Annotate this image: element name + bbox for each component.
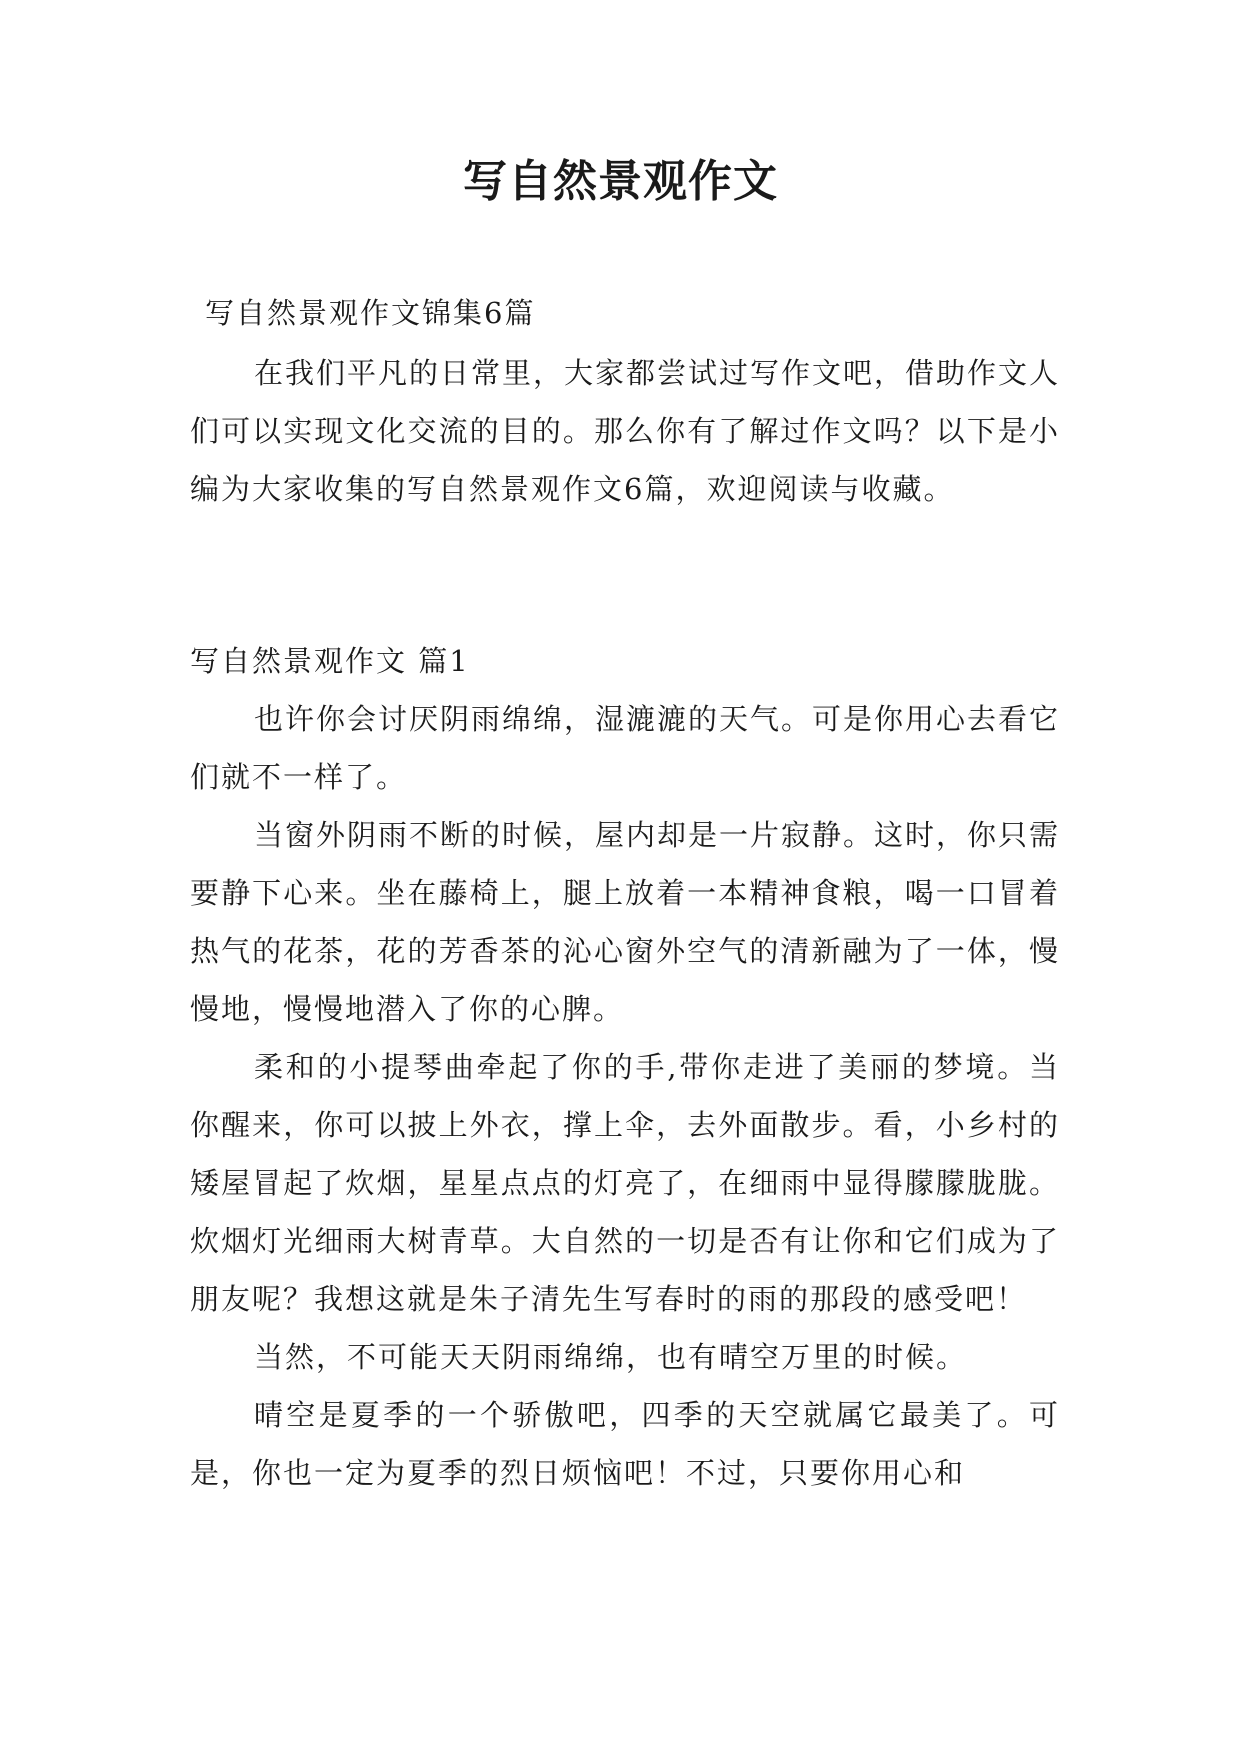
paragraph: 也许你会讨厌阴雨绵绵，湿漉漉的天气。可是你用心去看它们就不一样了。 — [190, 702, 1061, 794]
intro-paragraph: 在我们平凡的日常里，大家都尝试过写作文吧，借助作文人们可以实现文化交流的目的。那么你有了解过作文吗？以下是小编为大家收集的写自然景观作文6篇，欢迎阅读与收藏。 — [190, 356, 1061, 506]
section-heading: 写自然景观作文 篇1 — [190, 644, 470, 678]
document-title: 写自然景观作文 — [463, 156, 778, 207]
paragraph: 当窗外阴雨不断的时候，屋内却是一片寂静。这时，你只需要静下心来。坐在藤椅上，腿上放着一本精神食粮，喝一口冒着热气的花茶，花的芳香茶的沁心窗外空气的清新融为了一体，慢慢地，慢慢地潜入了你的心脾。 — [190, 818, 1061, 1026]
paragraph: 柔和的小提琴曲牵起了你的手,带你走进了美丽的梦境。当你醒来，你可以披上外衣，撑上伞，去外面散步。看，小乡村的矮屋冒起了炊烟，星星点点的灯亮了，在细雨中显得朦朦胧胧。炊烟灯光细雨大树青草。大自然的一切是否有让你和它们成为了朋友呢？我想这就是朱子清先生写春时的雨的那段的感受吧！ — [190, 1050, 1060, 1316]
section-body — [190, 690, 1060, 1502]
paragraph: 晴空是夏季的一个骄傲吧，四季的天空就属它最美了。可是，你也一定为夏季的烈日烦恼吧！不过，只要你用心和 — [190, 1398, 1060, 1490]
paragraph: 当然，不可能天天阴雨绵绵，也有晴空万里的时候。 — [254, 1340, 968, 1374]
intro-section — [190, 344, 1060, 518]
intro-heading: 写自然景观作文锦集6篇 — [205, 296, 536, 330]
